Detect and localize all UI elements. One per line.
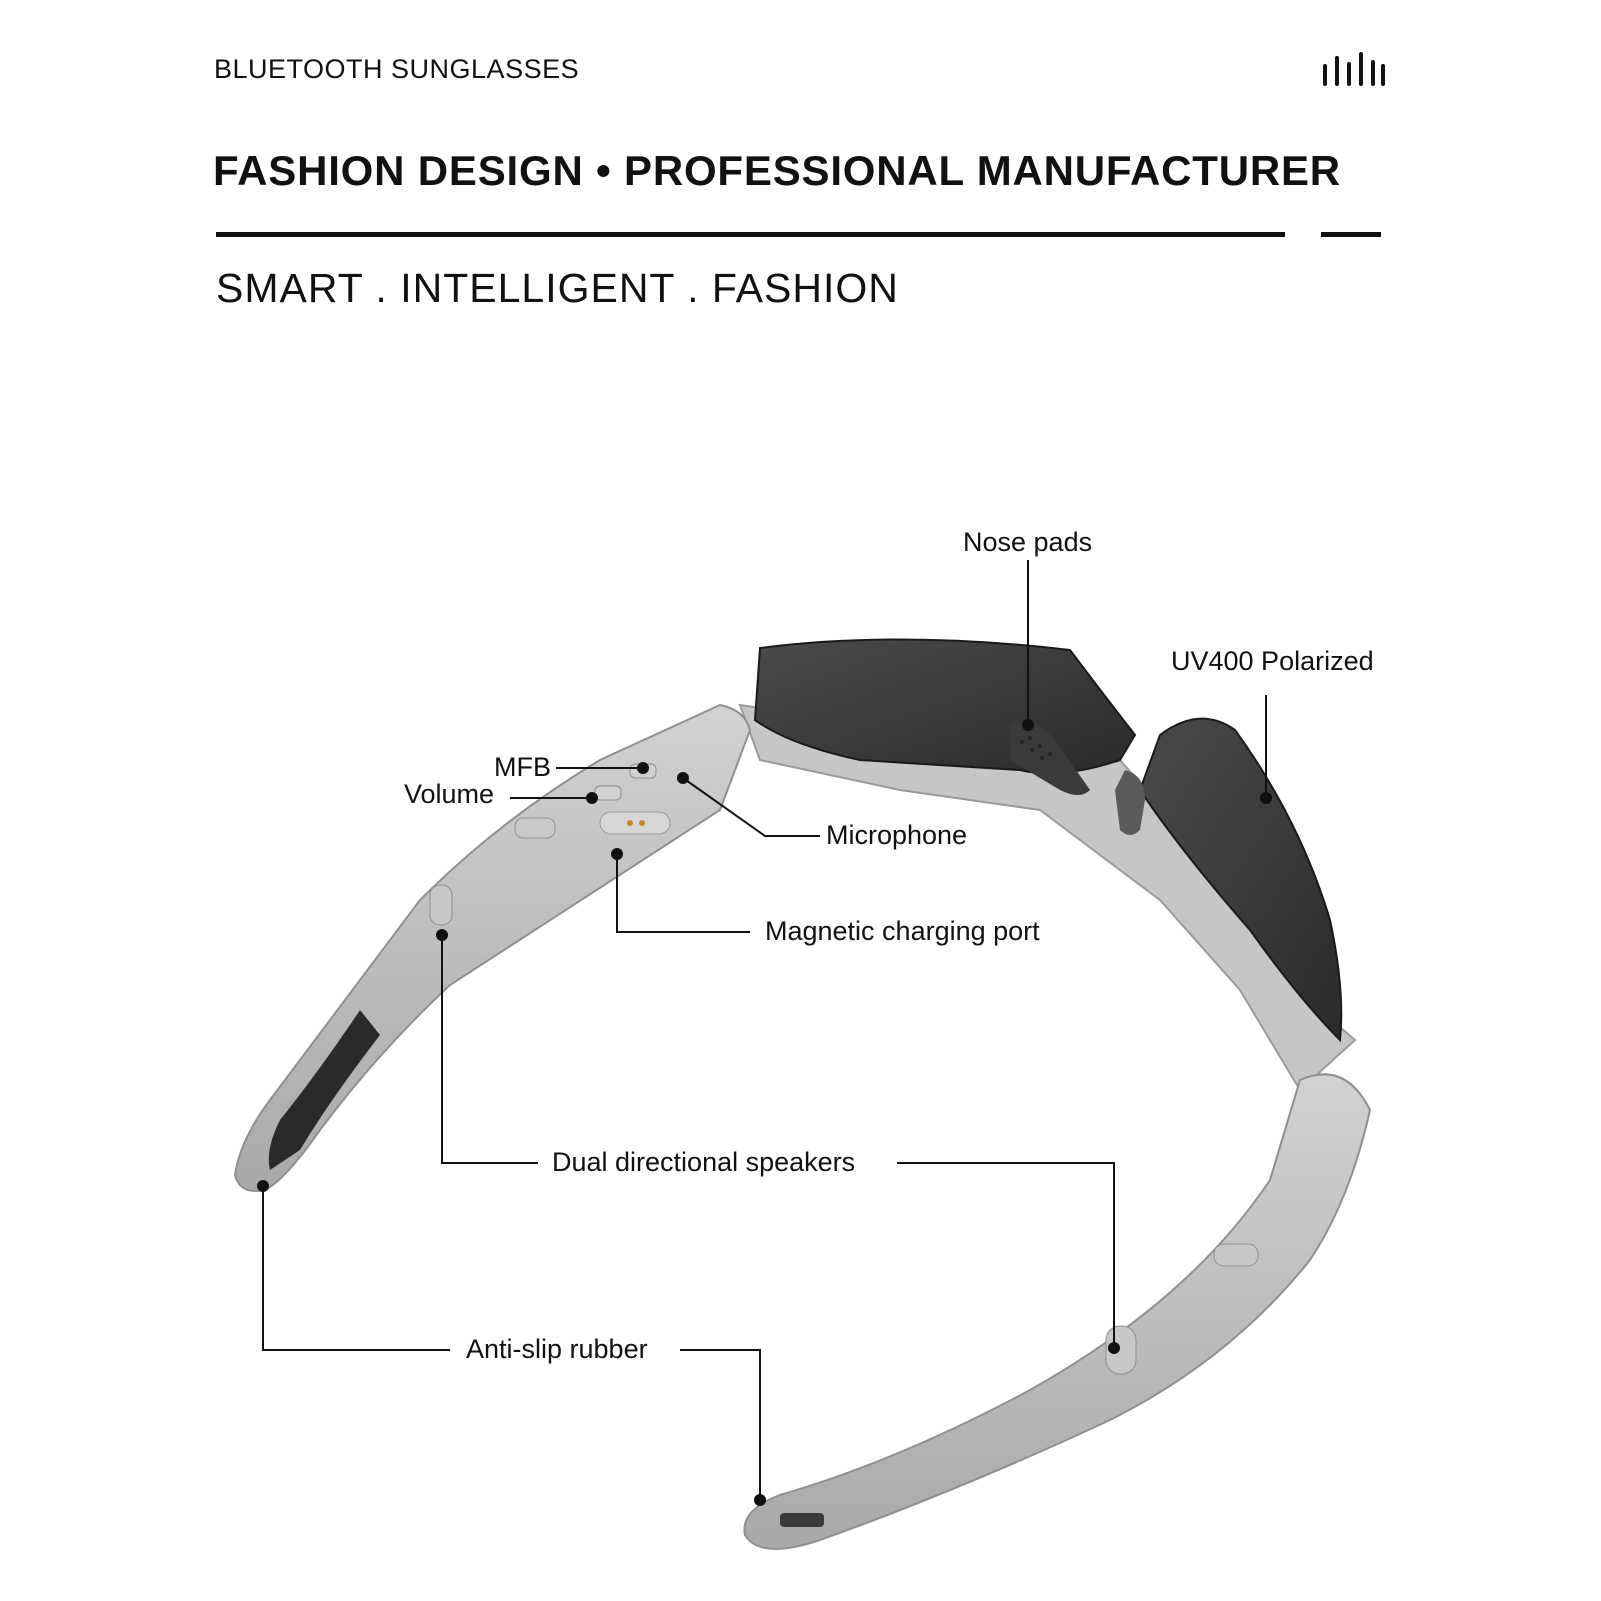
callout-microphone: Microphone (826, 820, 968, 850)
callout-volume: Volume (404, 779, 495, 809)
headline: FASHION DESIGN • PROFESSIONAL MANUFACTURER (213, 147, 1341, 194)
tagline: SMART . INTELLIGENT . FASHION (216, 265, 899, 311)
callout-dual-directional-speakers: Dual directional speakers (552, 1147, 856, 1177)
right-arm (744, 1074, 1370, 1549)
callout-anti-slip-rubber: Anti-slip rubber (466, 1334, 648, 1364)
callout-mfb: MFB (494, 752, 551, 782)
callout-magnetic-charging-port: Magnetic charging port (765, 916, 1040, 946)
left-arm (235, 705, 750, 1191)
brand-title: BLUETOOTH SUNGLASSES (214, 54, 580, 84)
callout-nose-pads: Nose pads (963, 527, 1093, 557)
callout-uv400-polarized: UV400 Polarized (1171, 646, 1374, 676)
